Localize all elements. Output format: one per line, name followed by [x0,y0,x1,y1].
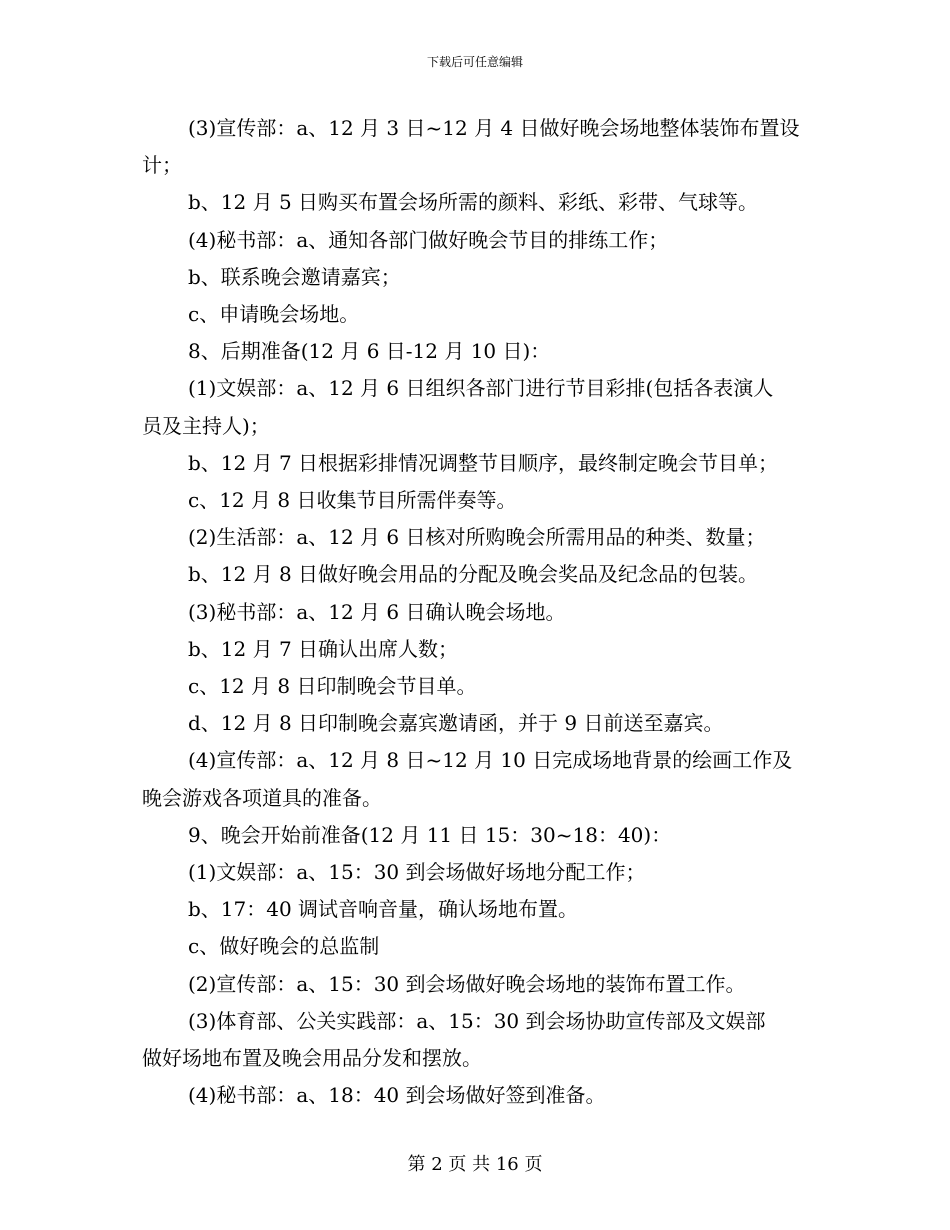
paragraph: (1)文娱部：a、12 月 6 日组织各部门进行节目彩排(包括各表演人 [188,376,774,401]
paragraph: b、12 月 7 日确认出席人数； [188,636,459,661]
paragraph: (3)宣传部：a、12 月 3 日~12 月 4 日做好晚会场地整体装饰布置设 [188,116,800,140]
paragraph: b、17：40 调试音响音量，确认场地布置。 [188,897,579,922]
paragraph: 员及主持人)； [142,413,270,438]
document-body [142,110,822,1114]
paragraph: (4)宣传部：a、12 月 8 日~12 月 10 日完成场地背景的绘画工作及 [188,748,793,773]
paragraph: c、做好晚会的总监制 [188,934,380,959]
paragraph: (3)秘书部：a、12 月 6 日确认晚会场地。 [188,599,566,624]
paragraph: (2)生活部：a、12 月 6 日核对所购晚会所需用品的种类、数量； [188,525,766,550]
paragraph: c、申请晚会场地。 [188,302,360,327]
paragraph: (1)文娱部：a、15：30 到会场做好场地分配工作； [188,860,646,885]
paragraph: 晚会游戏各项道具的准备。 [142,785,382,810]
paragraph: 计； [142,153,182,178]
paragraph: 8、后期准备(12 月 6 日-12 月 10 日)： [188,339,551,364]
paragraph: 做好场地布置及晚会用品分发和摆放。 [142,1046,482,1071]
paragraph: b、联系晚会邀请嘉宾； [188,264,401,289]
paragraph: b、12 月 8 日做好晚会用品的分配及晚会奖品及纪念品的包装。 [188,562,759,587]
paragraph: (4)秘书部：a、18：40 到会场做好签到准备。 [188,1083,606,1108]
paragraph: d、12 月 8 日印制晚会嘉宾邀请函，并于 9 日前送至嘉宾。 [188,711,724,736]
page-header: 下载后可任意编辑 [426,55,523,69]
paragraph: 9、晚会开始前准备(12 月 11 日 15：30~18：40)： [188,822,672,847]
paragraph: (3)体育部、公关实践部：a、15：30 到会场协助宣传部及文娱部 [188,1008,766,1033]
paragraph: (4)秘书部：a、通知各部门做好晚会节目的排练工作； [188,227,669,252]
paragraph: (2)宣传部：a、15：30 到会场做好晚会场地的装饰布置工作。 [188,971,746,996]
paragraph: c、12 月 8 日收集节目所需伴奏等。 [188,488,517,513]
page-number-footer: 第 2 页 共 16 页 [407,1154,543,1175]
paragraph: b、12 月 5 日购买布置会场所需的颜料、彩纸、彩带、气球等。 [188,190,759,215]
paragraph: b、12 月 7 日根据彩排情况调整节目顺序，最终制定晚会节目单； [188,450,779,475]
paragraph: c、12 月 8 日印制晚会节目单。 [188,674,477,699]
